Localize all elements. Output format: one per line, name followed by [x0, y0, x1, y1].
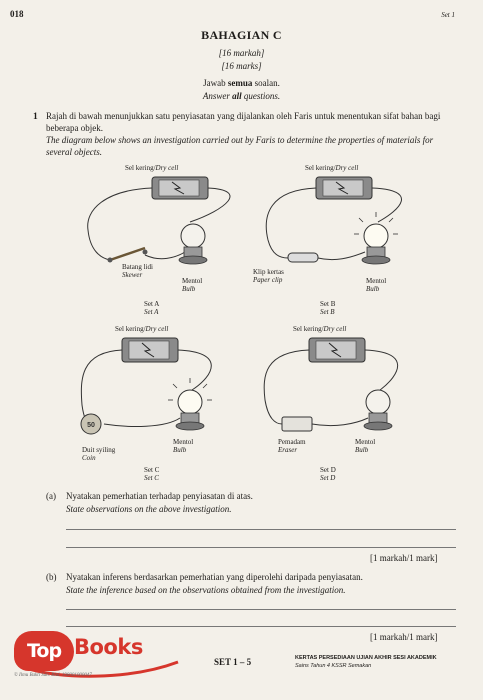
topbooks-logo-top: Top	[14, 631, 74, 671]
part-b-text-ms: Nyatakan inferens berdasarkan pemerhatian yang diperolehi daripada penyiasatan.	[66, 572, 363, 582]
part-a-text-ms: Nyatakan pemerhatian terhadap penyiasatan di atas.	[66, 491, 253, 501]
section-marks-ms: [16 markah]	[218, 48, 265, 58]
answer-line-b1[interactable]	[66, 609, 456, 610]
marks-a: [1 markah/1 mark]	[370, 553, 438, 563]
publisher-note: © Ilmu Bakti Sdn. Bhd. 198001000047	[14, 673, 92, 678]
answer-line-a2[interactable]	[66, 547, 456, 548]
set-label-d: Set D Set D	[320, 466, 336, 482]
answer-line-b2[interactable]	[66, 626, 456, 627]
bulb-lit	[178, 390, 202, 414]
question-text-en: The diagram below shows an investigation carried out by Faris to determine the properties of materials for several objects.	[46, 135, 434, 157]
instruction-ms: Jawab semua soalan.	[203, 78, 280, 88]
bulb-label: Mentol Bulb	[355, 438, 376, 454]
topbooks-logo-books: Books	[74, 635, 143, 659]
set-label-c: Set C Set C	[144, 466, 160, 482]
cell-label: Sel kering/Dry cell	[293, 325, 347, 333]
object-label-d: Pemadam Eraser	[278, 438, 306, 454]
marks-b: [1 markah/1 mark]	[370, 632, 438, 642]
paper-clip-object	[288, 253, 318, 262]
answer-line-a1[interactable]	[66, 529, 456, 530]
bulb-label: Mentol Bulb	[173, 438, 194, 454]
circuit-set-b	[266, 177, 401, 264]
object-label-c: Duit syiling Coin	[82, 446, 116, 462]
footer-paper-title: KERTAS PERSEDIAAN UJIAN AKHIR SESI AKADEMIK	[295, 655, 437, 661]
footer-paper-subtitle: Sains Tahun 4 KSSR Semakan	[295, 663, 372, 669]
cell-label: Sel kering/Dry cell	[305, 164, 359, 172]
cell-label: Sel kering/Dry cell	[125, 164, 179, 172]
section-marks-en: [16 marks]	[221, 61, 262, 71]
circuit-set-c	[81, 338, 212, 434]
circuit-set-d	[264, 338, 397, 431]
object-label-a: Batang lidi Skewer	[122, 263, 153, 279]
footer-set-range: SET 1 – 5	[214, 657, 252, 667]
skewer-object	[110, 248, 145, 260]
part-a-text-en: State observations on the above investigation.	[66, 504, 232, 514]
part-b-text-en: State the inference based on the observations obtained from the investigation.	[66, 585, 346, 595]
instruction-en: Answer all questions.	[202, 91, 281, 101]
bulb-label: Mentol Bulb	[366, 277, 387, 293]
bulb-unlit	[366, 390, 390, 414]
set-label-b: Set B Set B	[320, 300, 336, 316]
bulb-label: Mentol Bulb	[182, 277, 203, 293]
section-title: BAHAGIAN C	[201, 28, 282, 42]
bulb-lit	[364, 224, 388, 248]
circuit-set-a	[88, 177, 230, 264]
set-tag: Set 1	[441, 11, 455, 19]
bulb-unlit	[181, 224, 205, 248]
object-label-b: Klip kertas Paper clip	[253, 268, 284, 284]
page-code: 018	[10, 9, 24, 19]
part-a-label: (a)	[46, 491, 56, 501]
question-text-ms: Rajah di bawah menunjukkan satu penyiasatan yang dijalankan oleh Faris untuk menentukan sifat bahan bagi beberapa objek.	[46, 111, 441, 133]
eraser-object	[282, 417, 312, 431]
coin-value: 50	[87, 422, 95, 429]
part-b-label: (b)	[46, 572, 57, 582]
question-number: 1	[33, 112, 38, 122]
set-label-a: Set A Set A	[144, 300, 160, 316]
cell-label: Sel kering/Dry cell	[115, 325, 169, 333]
